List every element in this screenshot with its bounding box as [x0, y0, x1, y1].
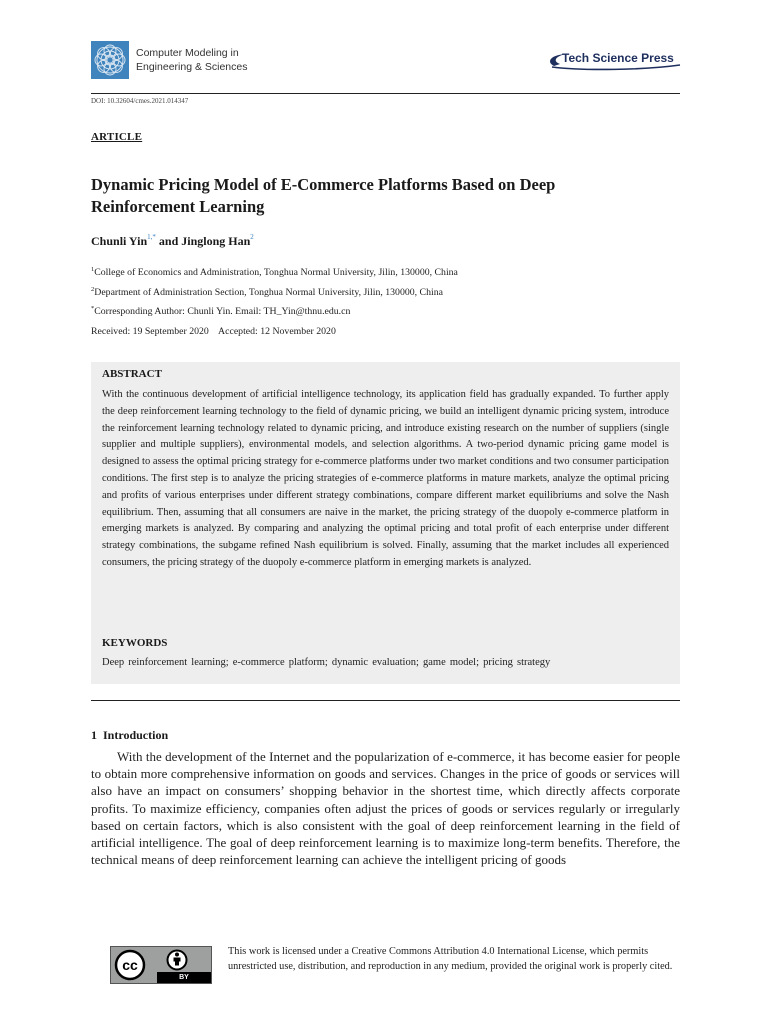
- header-rule: [91, 93, 680, 94]
- affiliation-1: [91, 267, 458, 278]
- affiliation-2: [91, 287, 443, 298]
- journal-name: [136, 46, 248, 74]
- journal-emblem-icon: [91, 41, 129, 79]
- publisher-logo: [544, 49, 682, 73]
- journal-logo: [91, 41, 129, 79]
- author-name: Chunli Yin: [91, 234, 148, 248]
- license-text: This work is licensed under a Creative Commons Attribution 4.0 International License, which permits unrestricted use, distribution, and reproduction in any medium, provided the original work is properly cited.: [228, 946, 673, 972]
- section-rule: [91, 700, 680, 701]
- journal-name-line1: Computer Modeling in: [136, 47, 239, 59]
- affiliation-marker: 1: [91, 266, 95, 273]
- cc-icon: cc: [122, 957, 138, 973]
- affiliation-text: College of Economics and Administration, Tonghua Normal University, Jilin, 130000, China: [94, 267, 458, 278]
- received-accepted-dates: Received: 19 September 2020 Accepted: 12 November 2020: [91, 326, 336, 337]
- affiliation-marker: 2: [91, 286, 95, 293]
- introduction-text: With the development of the Internet and the popularization of e-commerce, it has become easier for people to obtain more comprehensive information on goods and services. Changes in the price of goods or services will also have an impact on consumers’ shopping behavior in the shortest time, which directly affects corporate profits. To maximize efficiency, companies often adjust the prices of goods or services regularly or irregularly based on certain factors, which is also consistent with the goal of deep reinforcement learning in the field of artificial intelligence. The goal of deep reinforcement learning is to maximize long-term benefits. Therefore, the technical means of deep reinforcement learning can achieve the intelligent pricing of goods: [91, 749, 680, 868]
- author-affiliation-marker[interactable]: 1,*: [147, 233, 156, 241]
- corresponding-author-text: Corresponding Author: Chunli Yin. Email: TH_Yin@thnu.edu.cn: [94, 306, 351, 317]
- publisher-name: Tech Science Press: [562, 51, 674, 65]
- section-heading-introduction: 1 Introduction: [91, 728, 169, 742]
- corresponding-author: [91, 306, 350, 317]
- keywords-text: Deep reinforcement learning; e-commerce platform; dynamic evaluation; game model; pricing strategy: [102, 657, 551, 668]
- author-list: [91, 234, 254, 249]
- article-type-label: ARTICLE: [91, 131, 143, 143]
- doi[interactable]: DOI: 10.32604/cmes.2021.014347: [91, 97, 189, 105]
- by-label: BY: [157, 972, 211, 983]
- abstract-text: With the continuous development of artificial intelligence technology, its application field has gradually expanded. To further apply the deep reinforcement learning technology to the field of dynamic pricing, we build an intelligent dynamic pricing system, introduce the reinforcement learning technology related to dynamic pricing, and introduce existing research on the number of suppliers (single supplier and multiple suppliers), environmental models, and selection algorithms. A two-period dynamic pricing game model is designed to assess the optimal pricing strategy for e-commerce platforms under two market conditions and two consumer participation conditions. The first step is to analyze the pricing strategies of e-commerce platforms in mature markets, analyze the optimal pricing and profits of various enterprises under different strategy combinations, compare different market equilibriums and solve the Nash equilibrium. Then, assuming that all consumers are naive in the market, the pricing strategy of the duopoly e-commerce platform in emerging markets is analyzed. By comparing and analyzing the optimal pricing and total profit of each enterprise under different strategy combinations, the subgame refined Nash equilibrium is solved. Finally, assuming that the market includes all experienced consumers, the pricing strategy of the duopoly e-commerce platform in emerging markets is analyzed.: [102, 389, 669, 568]
- corresponding-marker: *: [91, 305, 95, 312]
- cc-by-license-badge[interactable]: [110, 946, 212, 984]
- introduction-paragraph: [91, 748, 680, 868]
- paper-title: Dynamic Pricing Model of E-Commerce Platforms Based on Deep Reinforcement Learning: [91, 175, 556, 216]
- journal-name-line2: Engineering & Sciences: [136, 61, 248, 73]
- attribution-person-icon: [171, 952, 183, 966]
- author-affiliation-marker[interactable]: 2: [250, 233, 254, 241]
- keywords-heading: KEYWORDS: [102, 637, 168, 649]
- affiliation-text: Department of Administration Section, Tonghua Normal University, Jilin, 130000, China: [94, 287, 443, 298]
- author-conjunction: and: [155, 234, 182, 248]
- abstract-heading: ABSTRACT: [102, 368, 162, 380]
- author-name: Jinglong Han: [181, 234, 251, 248]
